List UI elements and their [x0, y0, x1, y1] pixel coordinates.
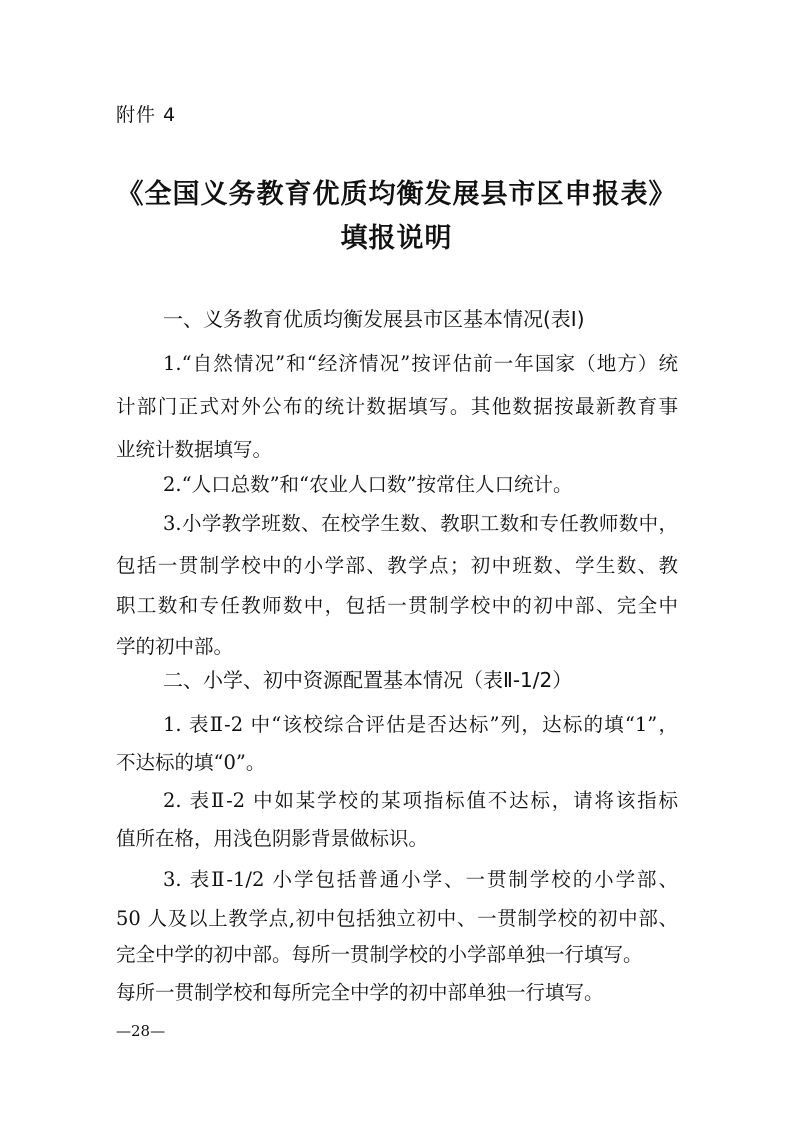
- section-2-item-3-line-3: 完全中学的初中部。每所一贯制学校的小学部单独一行填写。: [116, 943, 643, 966]
- section-1-item-3-line-1: 3.小学教学班数、在校学生数、教职工数和专任教师数中，: [163, 512, 678, 535]
- section-2-item-2-line-2: 值所在格，用浅色阴影背景做标识。: [116, 827, 429, 850]
- attachment-label: 附件 4: [116, 104, 177, 126]
- section-2-heading: 二、小学、初中资源配置基本情况（表Ⅱ-1/2）: [163, 668, 573, 692]
- section-1-item-1-line-2: 计部门正式对外公布的统计数据填写。其他数据按最新教育事: [116, 395, 678, 418]
- document-subtitle: 填报说明: [340, 223, 453, 254]
- page-number: —28—: [116, 1022, 166, 1040]
- section-1-item-1-line-3: 业统计数据填写。: [116, 438, 273, 461]
- section-1-item-3-line-2: 包括一贯制学校中的小学部、教学点；初中班数、学生数、教: [116, 554, 678, 577]
- section-2-item-2-line-1: 2. 表Ⅱ-2 中如某学校的某项指标值不达标，请将该指标: [163, 789, 678, 812]
- section-2-item-1-line-1: 1. 表Ⅱ-2 中“该校综合评估是否达标”列，达标的填“1”，: [163, 713, 678, 736]
- section-1-heading: 一、义务教育优质均衡发展县市区基本情况(表Ⅰ): [163, 307, 585, 331]
- section-2-item-3-line-4: 每所一贯制学校和每所完全中学的初中部单独一行填写。: [116, 981, 604, 1004]
- section-2-item-3-line-1: 3. 表Ⅱ-1/2 小学包括普通小学、一贯制学校的小学部、: [163, 868, 678, 891]
- section-1-item-3-line-4: 学的初中部。: [116, 635, 234, 658]
- section-2-item-3-line-2: 50 人及以上教学点,初中包括独立初中、一贯制学校的初中部、: [116, 907, 678, 930]
- section-1-item-3-line-3: 职工数和专任教师数中，包括一贯制学校中的初中部、完全中: [116, 594, 678, 617]
- section-1-item-1-line-1: 1.“自然情况”和“经济情况”按评估前一年国家（地方）统: [163, 352, 678, 375]
- section-1-item-2-line-1: 2.“人口总数”和“农业人口数”按常住人口统计。: [163, 473, 573, 496]
- section-2-item-1-line-2: 不达标的填“0”。: [116, 751, 266, 774]
- document-title: 《全国义务教育优质均衡发展县市区申报表》: [116, 179, 677, 210]
